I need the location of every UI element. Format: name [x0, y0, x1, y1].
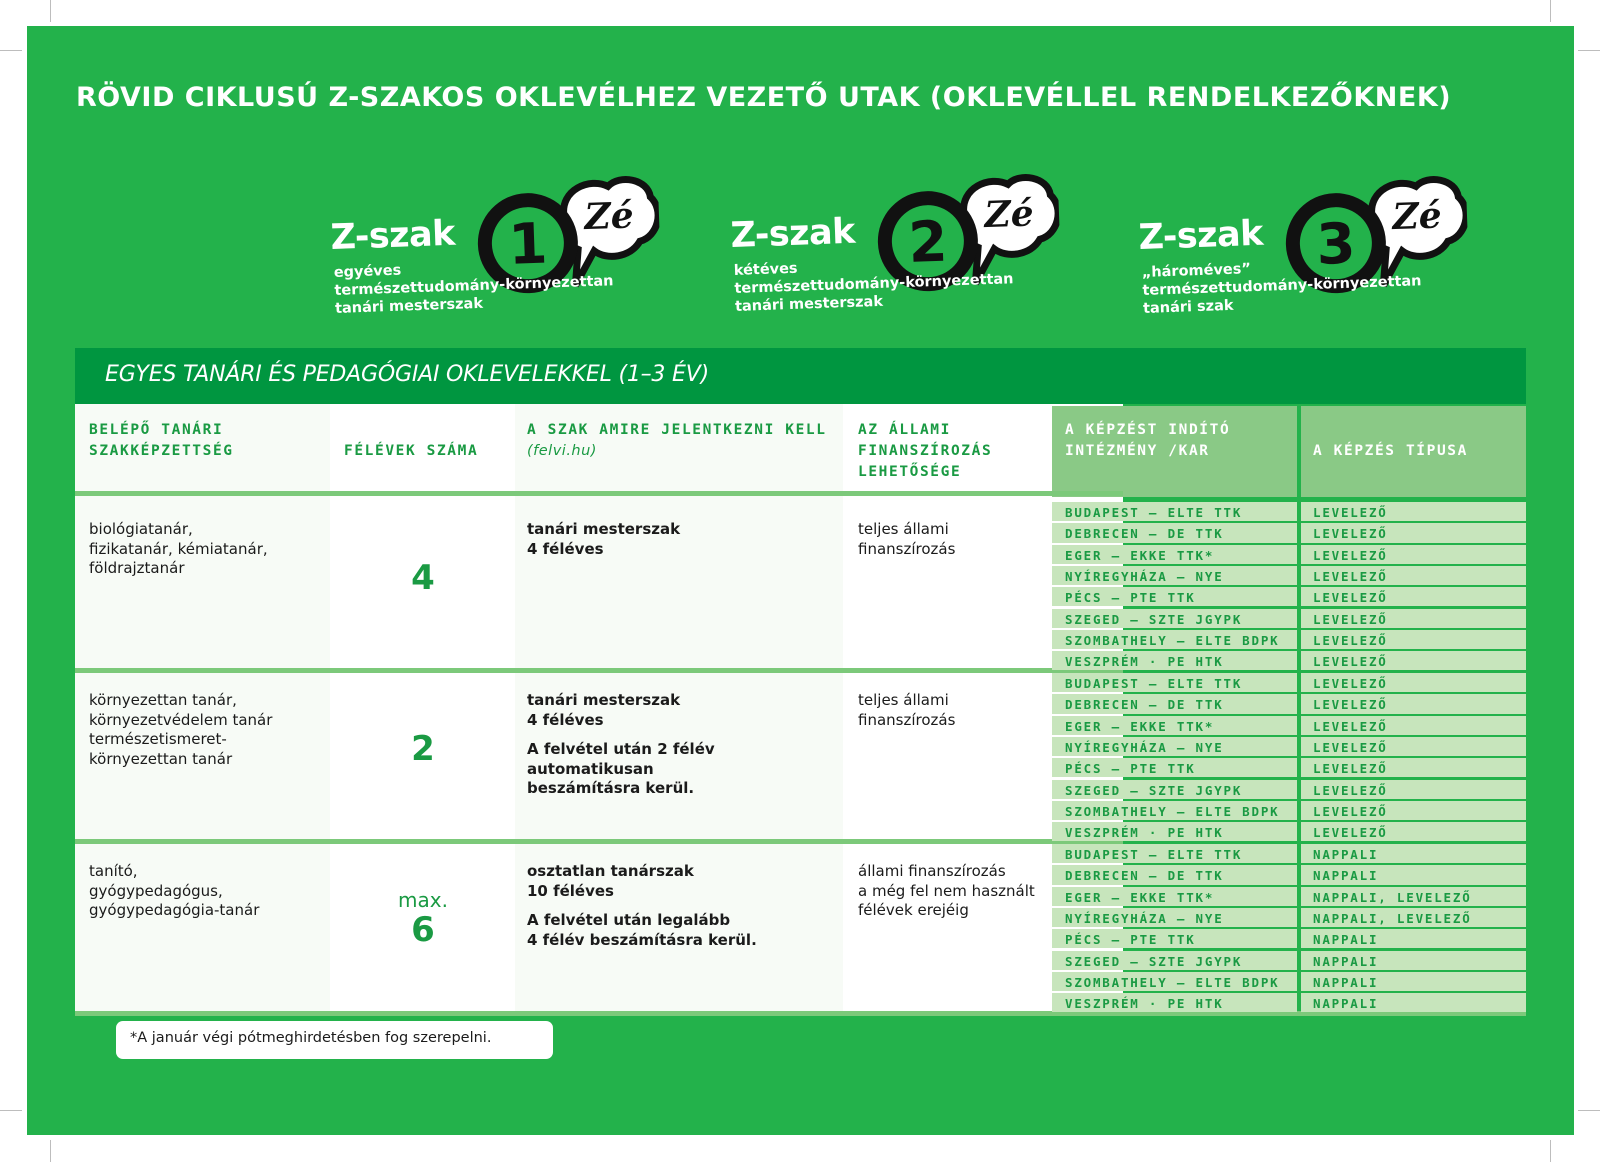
training-type: NAPPALI	[1313, 974, 1379, 990]
training-type-cell	[1301, 502, 1526, 521]
training-type-cell	[1301, 673, 1526, 692]
institution-cell	[1052, 822, 1297, 841]
institution-name: SZOMBATHELY – ELTE BDPK	[1065, 974, 1280, 990]
program-cell: tanári mesterszak 4 féléves	[527, 520, 681, 558]
institution-cell	[1052, 887, 1297, 906]
footnote	[116, 1021, 553, 1059]
institution-name: DEBRECEN – DE TTK	[1065, 526, 1224, 542]
institution-name: VESZPRÉM · PE HTK	[1065, 996, 1224, 1012]
training-type: NAPPALI	[1313, 847, 1379, 862]
institution-cell	[1052, 587, 1297, 606]
program-note: A felvétel után 2 félév automatikusan beszámításra kerül.	[527, 740, 715, 797]
training-type-cell	[1301, 737, 1526, 756]
institution-cell	[1052, 630, 1297, 649]
training-type-cell	[1301, 972, 1526, 991]
logo-brand: Z-szak	[329, 213, 456, 259]
institution-name: SZOMBATHELY – ELTE BDPK	[1065, 632, 1280, 648]
semester-count: 2	[411, 729, 435, 769]
institution-name: PÉCS – PTE TTK	[1065, 932, 1196, 948]
institution-cell	[1052, 801, 1297, 820]
training-type: LEVELEZŐ	[1313, 526, 1388, 542]
training-type: LEVELEZŐ	[1313, 825, 1388, 841]
bubble-text: Zé	[583, 194, 635, 239]
training-type-cell	[1301, 587, 1526, 606]
training-type-cell	[1301, 651, 1526, 670]
institution-cell	[1052, 929, 1297, 948]
institution-cell	[1052, 502, 1297, 521]
training-type-cell	[1301, 844, 1526, 863]
institution-name: NYÍREGYHÁZA – NYE	[1065, 739, 1224, 755]
institution-cell	[1052, 651, 1297, 670]
logo-subtitle: kétéves természettudomány-környezettan tanári mesterszak	[733, 260, 1014, 315]
institution-cell	[1052, 993, 1297, 1012]
program-cell: tanári mesterszak 4 féléves	[527, 691, 681, 729]
logo-brand: Z-szak	[729, 211, 856, 257]
training-type-cell	[1301, 993, 1526, 1012]
training-type: NAPPALI, LEVELEZŐ	[1313, 889, 1472, 905]
badge-number: 1	[507, 211, 549, 278]
training-type-cell	[1301, 822, 1526, 841]
training-type: LEVELEZŐ	[1313, 505, 1388, 520]
qualification-cell: biológiatanár, fizikatanár, kémiatanár, földrajztanár	[89, 520, 268, 577]
training-type-cell	[1301, 929, 1526, 948]
badge-number: 2	[907, 209, 949, 276]
funding-cell: teljes állami finanszírozás	[858, 520, 956, 558]
row-separator	[75, 491, 1123, 496]
training-type-cell	[1301, 523, 1526, 542]
row-separator	[75, 668, 1123, 673]
institution-name: PÉCS – PTE TTK	[1065, 590, 1196, 606]
training-type-cell	[1301, 716, 1526, 735]
header-program	[527, 420, 827, 462]
training-type-cell	[1301, 951, 1526, 970]
training-type-cell	[1301, 758, 1526, 777]
institution-name: BUDAPEST – ELTE TTK	[1065, 676, 1243, 691]
institution-name: EGER – EKKE TTK*	[1065, 718, 1215, 734]
training-type: LEVELEZŐ	[1313, 676, 1388, 691]
logo-z-szak-2	[728, 153, 1064, 334]
institution-cell	[1052, 865, 1297, 884]
training-type-cell	[1301, 566, 1526, 585]
training-type: NAPPALI	[1313, 868, 1379, 884]
training-type-cell	[1301, 908, 1526, 927]
qualification-cell: tanító, gyógypedagógus, gyógypedagógia-tanár	[89, 862, 260, 919]
training-type-cell	[1301, 609, 1526, 628]
logo-subtitle: egyéves természettudomány-környezettan tanári mesterszak	[333, 262, 614, 317]
bubble-text: Zé	[1391, 194, 1443, 239]
header-program-note: (felvi.hu)	[527, 443, 597, 459]
institution-name: PÉCS – PTE TTK	[1065, 761, 1196, 777]
training-type: LEVELEZŐ	[1313, 803, 1388, 819]
logo-z-szak-3	[1136, 155, 1472, 336]
qualification-cell: környezettan tanár, környezetvédelem tanár természetismeret- környezettan tanár	[89, 691, 273, 768]
training-type: LEVELEZŐ	[1313, 611, 1388, 627]
footnote-text: *A január végi pótmeghirdetésben fog szerepelni.	[130, 1030, 492, 1046]
training-type: NAPPALI	[1313, 953, 1379, 969]
training-type: LEVELEZŐ	[1313, 739, 1388, 755]
logo-subtitle: „hároméves” természettudomány-környezettan tanári szak	[1141, 261, 1422, 317]
institution-cell	[1052, 780, 1297, 799]
institution-name: SZEGED – SZTE JGYPK	[1065, 611, 1243, 627]
crop-mark	[1550, 1140, 1551, 1162]
institution-name: SZEGED – SZTE JGYPK	[1065, 782, 1243, 798]
training-type: LEVELEZŐ	[1313, 590, 1388, 606]
training-type: LEVELEZŐ	[1313, 718, 1388, 734]
training-type-cell	[1301, 801, 1526, 820]
institution-name: NYÍREGYHÁZA – NYE	[1065, 910, 1224, 926]
funding-cell: teljes állami finanszírozás	[858, 691, 956, 729]
institution-name: BUDAPEST – ELTE TTK	[1065, 847, 1243, 862]
crop-mark	[50, 0, 51, 22]
training-type: LEVELEZŐ	[1313, 632, 1388, 648]
institution-cell	[1052, 908, 1297, 927]
institution-name: EGER – EKKE TTK*	[1065, 547, 1215, 563]
row-separator	[75, 839, 1123, 844]
institution-name: SZEGED – SZTE JGYPK	[1065, 953, 1243, 969]
page-title: RÖVID CIKLUSÚ Z-SZAKOS OKLEVÉLHEZ VEZETŐ UTAK (OKLEVÉLLEL RENDELKEZŐKNEK)	[76, 82, 1452, 113]
training-type: NAPPALI	[1313, 932, 1379, 948]
institution-cell	[1052, 673, 1297, 692]
institution-name: DEBRECEN – DE TTK	[1065, 868, 1224, 884]
institution-cell	[1052, 523, 1297, 542]
institution-cell	[1052, 694, 1297, 713]
semester-count: 6	[411, 910, 435, 950]
logo-brand: Z-szak	[1137, 213, 1264, 259]
institution-name: SZOMBATHELY – ELTE BDPK	[1065, 803, 1280, 819]
institution-cell	[1052, 758, 1297, 777]
program-cell: osztatlan tanárszak 10 féléves	[527, 862, 694, 900]
institution-name: VESZPRÉM · PE HTK	[1065, 825, 1224, 841]
training-type: NAPPALI	[1313, 996, 1379, 1012]
header-qualification: BELÉPŐ TANÁRI SZAKKÉPZETTSÉG	[89, 422, 234, 459]
institution-cell	[1052, 609, 1297, 628]
bubble-text: Zé	[983, 192, 1035, 237]
institution-cell	[1052, 566, 1297, 585]
funding-cell: állami finanszírozás a még fel nem használt félévek erejéig	[858, 862, 1035, 919]
institution-cell	[1052, 716, 1297, 735]
institution-cell	[1052, 972, 1297, 991]
training-type-cell	[1301, 780, 1526, 799]
institution-name: VESZPRÉM · PE HTK	[1065, 654, 1224, 670]
poster	[27, 26, 1574, 1135]
institution-cell	[1052, 545, 1297, 564]
institution-name: EGER – EKKE TTK*	[1065, 889, 1215, 905]
training-type: LEVELEZŐ	[1313, 547, 1388, 563]
header-institution: A KÉPZÉST INDÍTÓ INTÉZMÉNY /KAR	[1065, 422, 1231, 459]
institution-name: DEBRECEN – DE TTK	[1065, 697, 1224, 713]
header-funding: AZ ÁLLAMI FINANSZÍROZÁS LEHETŐSÉGE	[858, 422, 993, 480]
logo-z-szak-1	[328, 155, 664, 336]
institution-cell	[1052, 951, 1297, 970]
training-type-cell	[1301, 887, 1526, 906]
header-program-label: A SZAK AMIRE JELENTKEZNI KELL	[527, 422, 827, 438]
crop-mark	[0, 50, 22, 51]
training-type: LEVELEZŐ	[1313, 568, 1388, 584]
crop-mark	[1550, 0, 1551, 22]
training-type-cell	[1301, 545, 1526, 564]
table-section-header	[75, 348, 1526, 404]
training-type: LEVELEZŐ	[1313, 697, 1388, 713]
header-type: A KÉPZÉS TÍPUSA	[1313, 443, 1468, 459]
institution-name: NYÍREGYHÁZA – NYE	[1065, 568, 1224, 584]
program-note: A felvétel után legalább 4 félév beszámításra kerül.	[527, 911, 757, 949]
training-type: LEVELEZŐ	[1313, 654, 1388, 670]
institution-cell	[1052, 844, 1297, 863]
badge-number: 3	[1315, 211, 1357, 278]
institution-cell	[1052, 737, 1297, 756]
crop-mark	[1578, 1110, 1600, 1111]
table-section-title: EGYES TANÁRI ÉS PEDAGÓGIAI OKLEVELEKKEL (1–3 ÉV)	[105, 362, 709, 387]
crop-mark	[1578, 50, 1600, 51]
training-type-cell	[1301, 865, 1526, 884]
training-type: LEVELEZŐ	[1313, 782, 1388, 798]
crop-mark	[0, 1110, 22, 1111]
training-type-cell	[1301, 694, 1526, 713]
training-type: LEVELEZŐ	[1313, 761, 1388, 777]
institution-name: BUDAPEST – ELTE TTK	[1065, 505, 1243, 520]
training-type: NAPPALI, LEVELEZŐ	[1313, 910, 1472, 926]
header-semesters: FÉLÉVEK SZÁMA	[344, 443, 479, 459]
crop-mark	[50, 1140, 51, 1162]
training-type-cell	[1301, 630, 1526, 649]
semester-count: 4	[411, 558, 435, 598]
semester-prefix: max.	[398, 888, 448, 912]
